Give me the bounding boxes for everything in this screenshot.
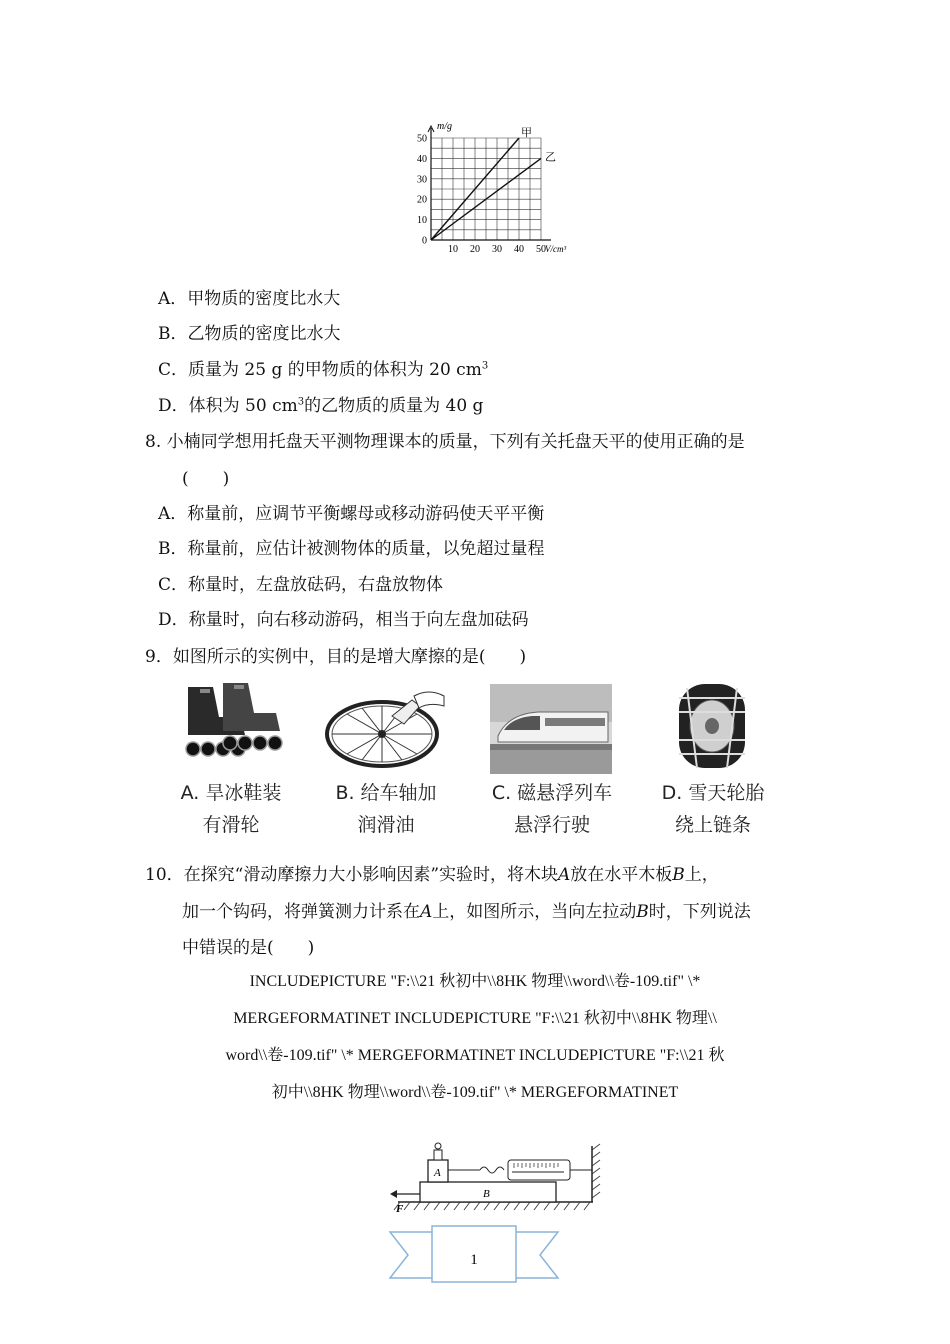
q10-line2-part3: 时，下列说法 [648, 902, 751, 922]
q8-option-b: B．称量前，应估计被测物体的质量，以免超过量程 [158, 539, 545, 559]
q10-line2-part2: 上，如图所示，当向左拉动 [432, 902, 637, 922]
bicycle-wheel-oil-image [322, 684, 452, 772]
q10-line1-part2: 放在水平木板 [570, 865, 673, 885]
y-tick-label: 20 [417, 194, 427, 206]
q7-option-a: A．甲物质的密度比水大 [158, 289, 341, 309]
x-tick-label: 50 [536, 244, 546, 255]
q9-caption-b [316, 777, 456, 841]
q9-caption-b-line1: B. 给车轴加 [335, 782, 437, 804]
q9-caption-b-line2: 润滑油 [357, 814, 415, 836]
q7-option-c-sup: 3 [481, 360, 489, 372]
q7-option-c [158, 355, 488, 380]
q7-option-d-sup: 3 [297, 396, 305, 408]
friction-experiment-figure [388, 1138, 603, 1216]
q9-stem: 9．如图所示的实例中，目的是增大摩擦的是( ) [145, 647, 527, 667]
mass-volume-chart [405, 118, 585, 260]
q9-caption-a-line1: A. 旱冰鞋装 [180, 782, 282, 804]
page-number: 1 [470, 1252, 478, 1268]
q9-caption-d [643, 777, 783, 841]
q7-option-d-post: 的乙物质的质量为 40 g [304, 396, 484, 416]
chart-series [431, 126, 556, 240]
q9-caption-c [482, 777, 622, 841]
q7-option-d [158, 391, 483, 416]
q8-answer-paren: ( ) [182, 469, 230, 489]
q10-line3: 中错误的是( ) [182, 938, 315, 958]
y-tick-label: 10 [417, 215, 427, 227]
snow-chain-tire-image [673, 680, 751, 772]
include-line-4: 初中\\8HK 物理\\word\\卷-109.tif" \* MERGEFORMATINET [271, 1084, 679, 1101]
q9-caption-c-line1: C. 磁悬浮列车 [491, 782, 613, 804]
y-tick-label: 30 [417, 174, 427, 186]
include-field-code [150, 963, 800, 1111]
roller-skates-image [178, 677, 288, 772]
y-tick-label: 40 [417, 153, 427, 165]
x-tick-label: 30 [492, 244, 502, 255]
q9-caption-c-line2: 悬浮行驶 [513, 814, 590, 836]
q8-stem: 8. 小楠同学想用托盘天平测物理课本的质量，下列有关托盘天平的使用正确的是 [145, 432, 745, 452]
y-tick-label: 0 [422, 235, 427, 247]
page-number-ribbon [386, 1222, 562, 1288]
block-a-label: A [434, 1167, 441, 1179]
q10-line2-part1: 加一个钩码，将弹簧测力计系在 [182, 902, 420, 922]
q10-line1-part3: 上， [684, 865, 719, 885]
include-line-3: word\\卷-109.tif" \* MERGEFORMATINET INCLUDEPICTURE "F:\\21 秋 [225, 1047, 725, 1064]
q9-caption-a-line2: 有滑轮 [202, 814, 260, 836]
q10-line2-var-a: A [420, 902, 433, 922]
q7-option-c-text: C．质量为 25 g 的甲物质的体积为 20 cm [158, 360, 482, 380]
chart-tick-labels [417, 121, 566, 255]
include-line-1: INCLUDEPICTURE "F:\\21 秋初中\\8HK 物理\\word\\卷-109.tif" \* [249, 973, 701, 990]
series-label-yi: 乙 [545, 151, 556, 164]
y-axis-label: m/g [437, 121, 452, 132]
q8-option-c: C．称量时，左盘放砝码，右盘放物体 [158, 575, 444, 595]
y-tick-label: 50 [417, 133, 427, 145]
force-f-label: F [396, 1203, 404, 1215]
q10-line1-var-a: A [558, 865, 571, 885]
chart-grid [431, 138, 541, 240]
series-label-jia: 甲 [521, 127, 532, 139]
x-tick-label: 10 [448, 244, 458, 255]
q10-line2 [182, 897, 751, 922]
x-tick-label: 20 [470, 244, 480, 255]
x-axis-label: V/cm³ [545, 244, 567, 254]
q8-option-a: A．称量前，应调节平衡螺母或移动游码使天平平衡 [158, 504, 545, 524]
block-b-label: B [483, 1188, 490, 1200]
q10-line2-var-b: B [636, 902, 649, 922]
q10-line1-part1: 10．在探究“滑动摩擦力大小影响因素”实验时，将木块 [145, 865, 559, 885]
x-tick-label: 40 [514, 244, 524, 255]
q7-option-d-pre: D．体积为 50 cm [158, 396, 298, 416]
include-line-2: MERGEFORMATINET INCLUDEPICTURE "F:\\21 秋初中\\8HK 物理\\ [233, 1010, 717, 1027]
q8-option-d: D．称量时，向右移动游码，相当于向左盘加砝码 [158, 610, 529, 630]
q9-caption-d-line2: 绕上链条 [674, 814, 751, 836]
q10-line1 [145, 860, 719, 885]
q9-caption-d-line1: D. 雪天轮胎 [661, 782, 765, 804]
maglev-train-image [490, 684, 612, 774]
q7-option-b: B．乙物质的密度比水大 [158, 324, 341, 344]
q10-line1-var-b: B [672, 865, 685, 885]
q9-caption-a [161, 777, 301, 841]
